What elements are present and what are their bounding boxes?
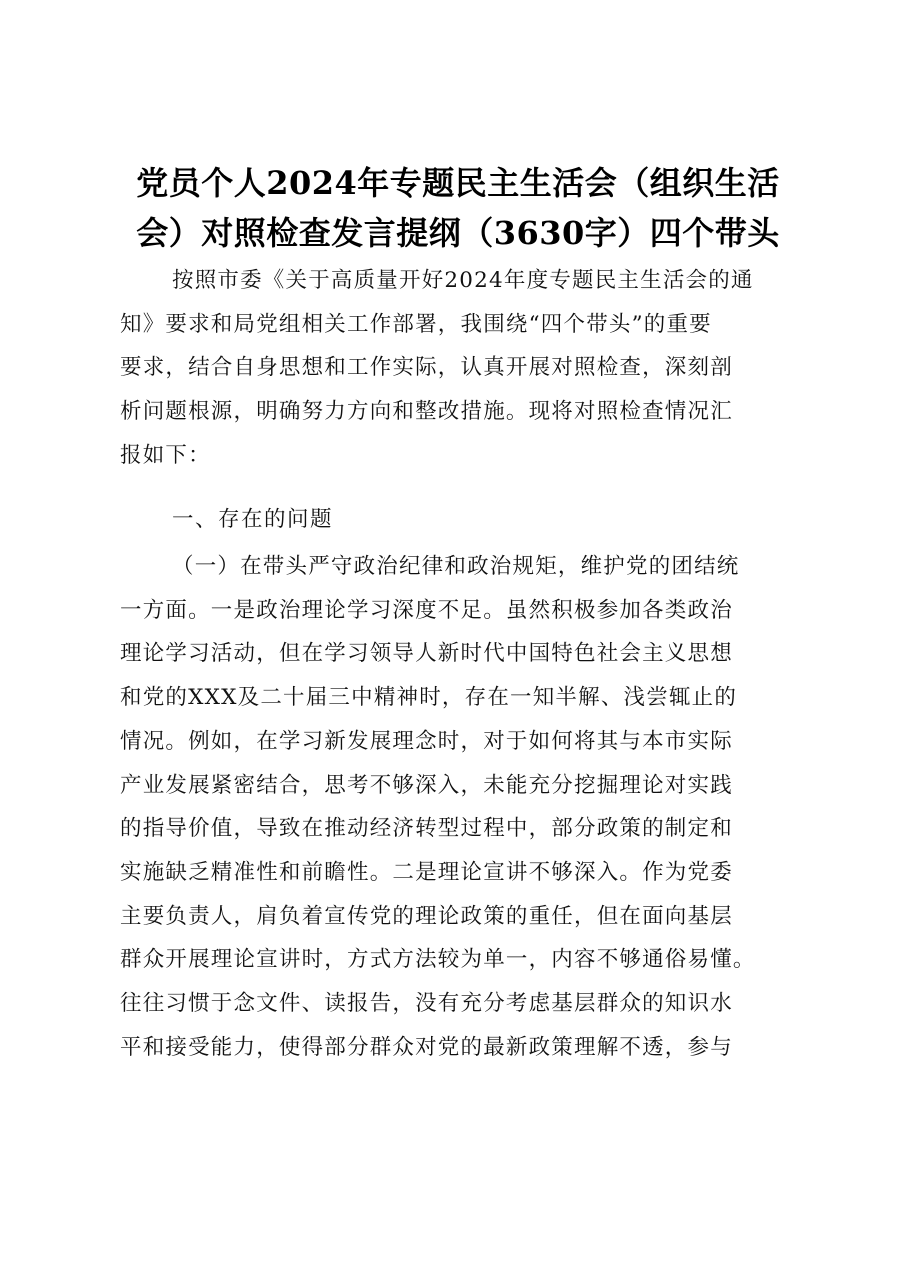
paragraph-line-12: 平和接受能力，使得部分群众对党的最新政策理解不透，参与 — [120, 1034, 733, 1060]
paragraph-line-4: 和党的XXX及二十届三中精神时，存在一知半解、浅尝辄止的 — [120, 685, 738, 711]
document-title — [108, 158, 808, 258]
paragraph-line-8: 实施缺乏精准性和前瞻性。二是理论宣讲不够深入。作为党委 — [120, 859, 733, 885]
section-heading-problems: 一、存在的问题 — [172, 507, 334, 532]
paragraph-line-11: 往往习惯于念文件、读报告，没有充分考虑基层群众的知识水 — [120, 991, 733, 1017]
title-line-2: 会）对照检查发言提纲（3630字）四个带头 — [136, 214, 780, 252]
paragraph-line-10: 群众开展理论宣讲时，方式方法较为单一，内容不够通俗易懂。 — [120, 947, 756, 973]
paragraph-line-9: 主要负责人，肩负着宣传党的理论政策的重任，但在面向基层 — [120, 903, 733, 929]
intro-line-2: 知》要求和局党组相关工作部署，我围绕“四个带头”的重要 — [120, 311, 712, 337]
paragraph-line-5: 情况。例如，在学习新发展理念时，对于如何将其与本市实际 — [120, 728, 733, 754]
intro-paragraph — [120, 259, 800, 478]
intro-line-1: 按照市委《关于高质量开好2024年度专题民主生活会的通 — [172, 268, 754, 293]
intro-line-5: 报如下： — [120, 442, 211, 468]
paragraph-line-6: 产业发展紧密结合，思考不够深入，未能充分挖掘理论对实践 — [120, 772, 733, 798]
problem-paragraph-1 — [120, 545, 800, 1069]
paragraph-line-1: （一）在带头严守政治纪律和政治规矩，维护党的团结统 — [172, 554, 740, 579]
intro-line-3: 要求，结合自身思想和工作实际，认真开展对照检查，深刻剖 — [120, 355, 733, 381]
paragraph-line-7: 的指导价值，导致在推动经济转型过程中，部分政策的制定和 — [120, 816, 733, 842]
title-line-1: 党员个人2024年专题民主生活会（组织生活 — [136, 164, 780, 202]
paragraph-line-3: 理论学习活动，但在学习领导人新时代中国特色社会主义思想 — [120, 641, 733, 667]
paragraph-line-2: 一方面。一是政治理论学习深度不足。虽然积极参加各类政治 — [120, 597, 733, 623]
intro-line-4: 析问题根源，明确努力方向和整改措施。现将对照检查情况汇 — [120, 399, 733, 425]
